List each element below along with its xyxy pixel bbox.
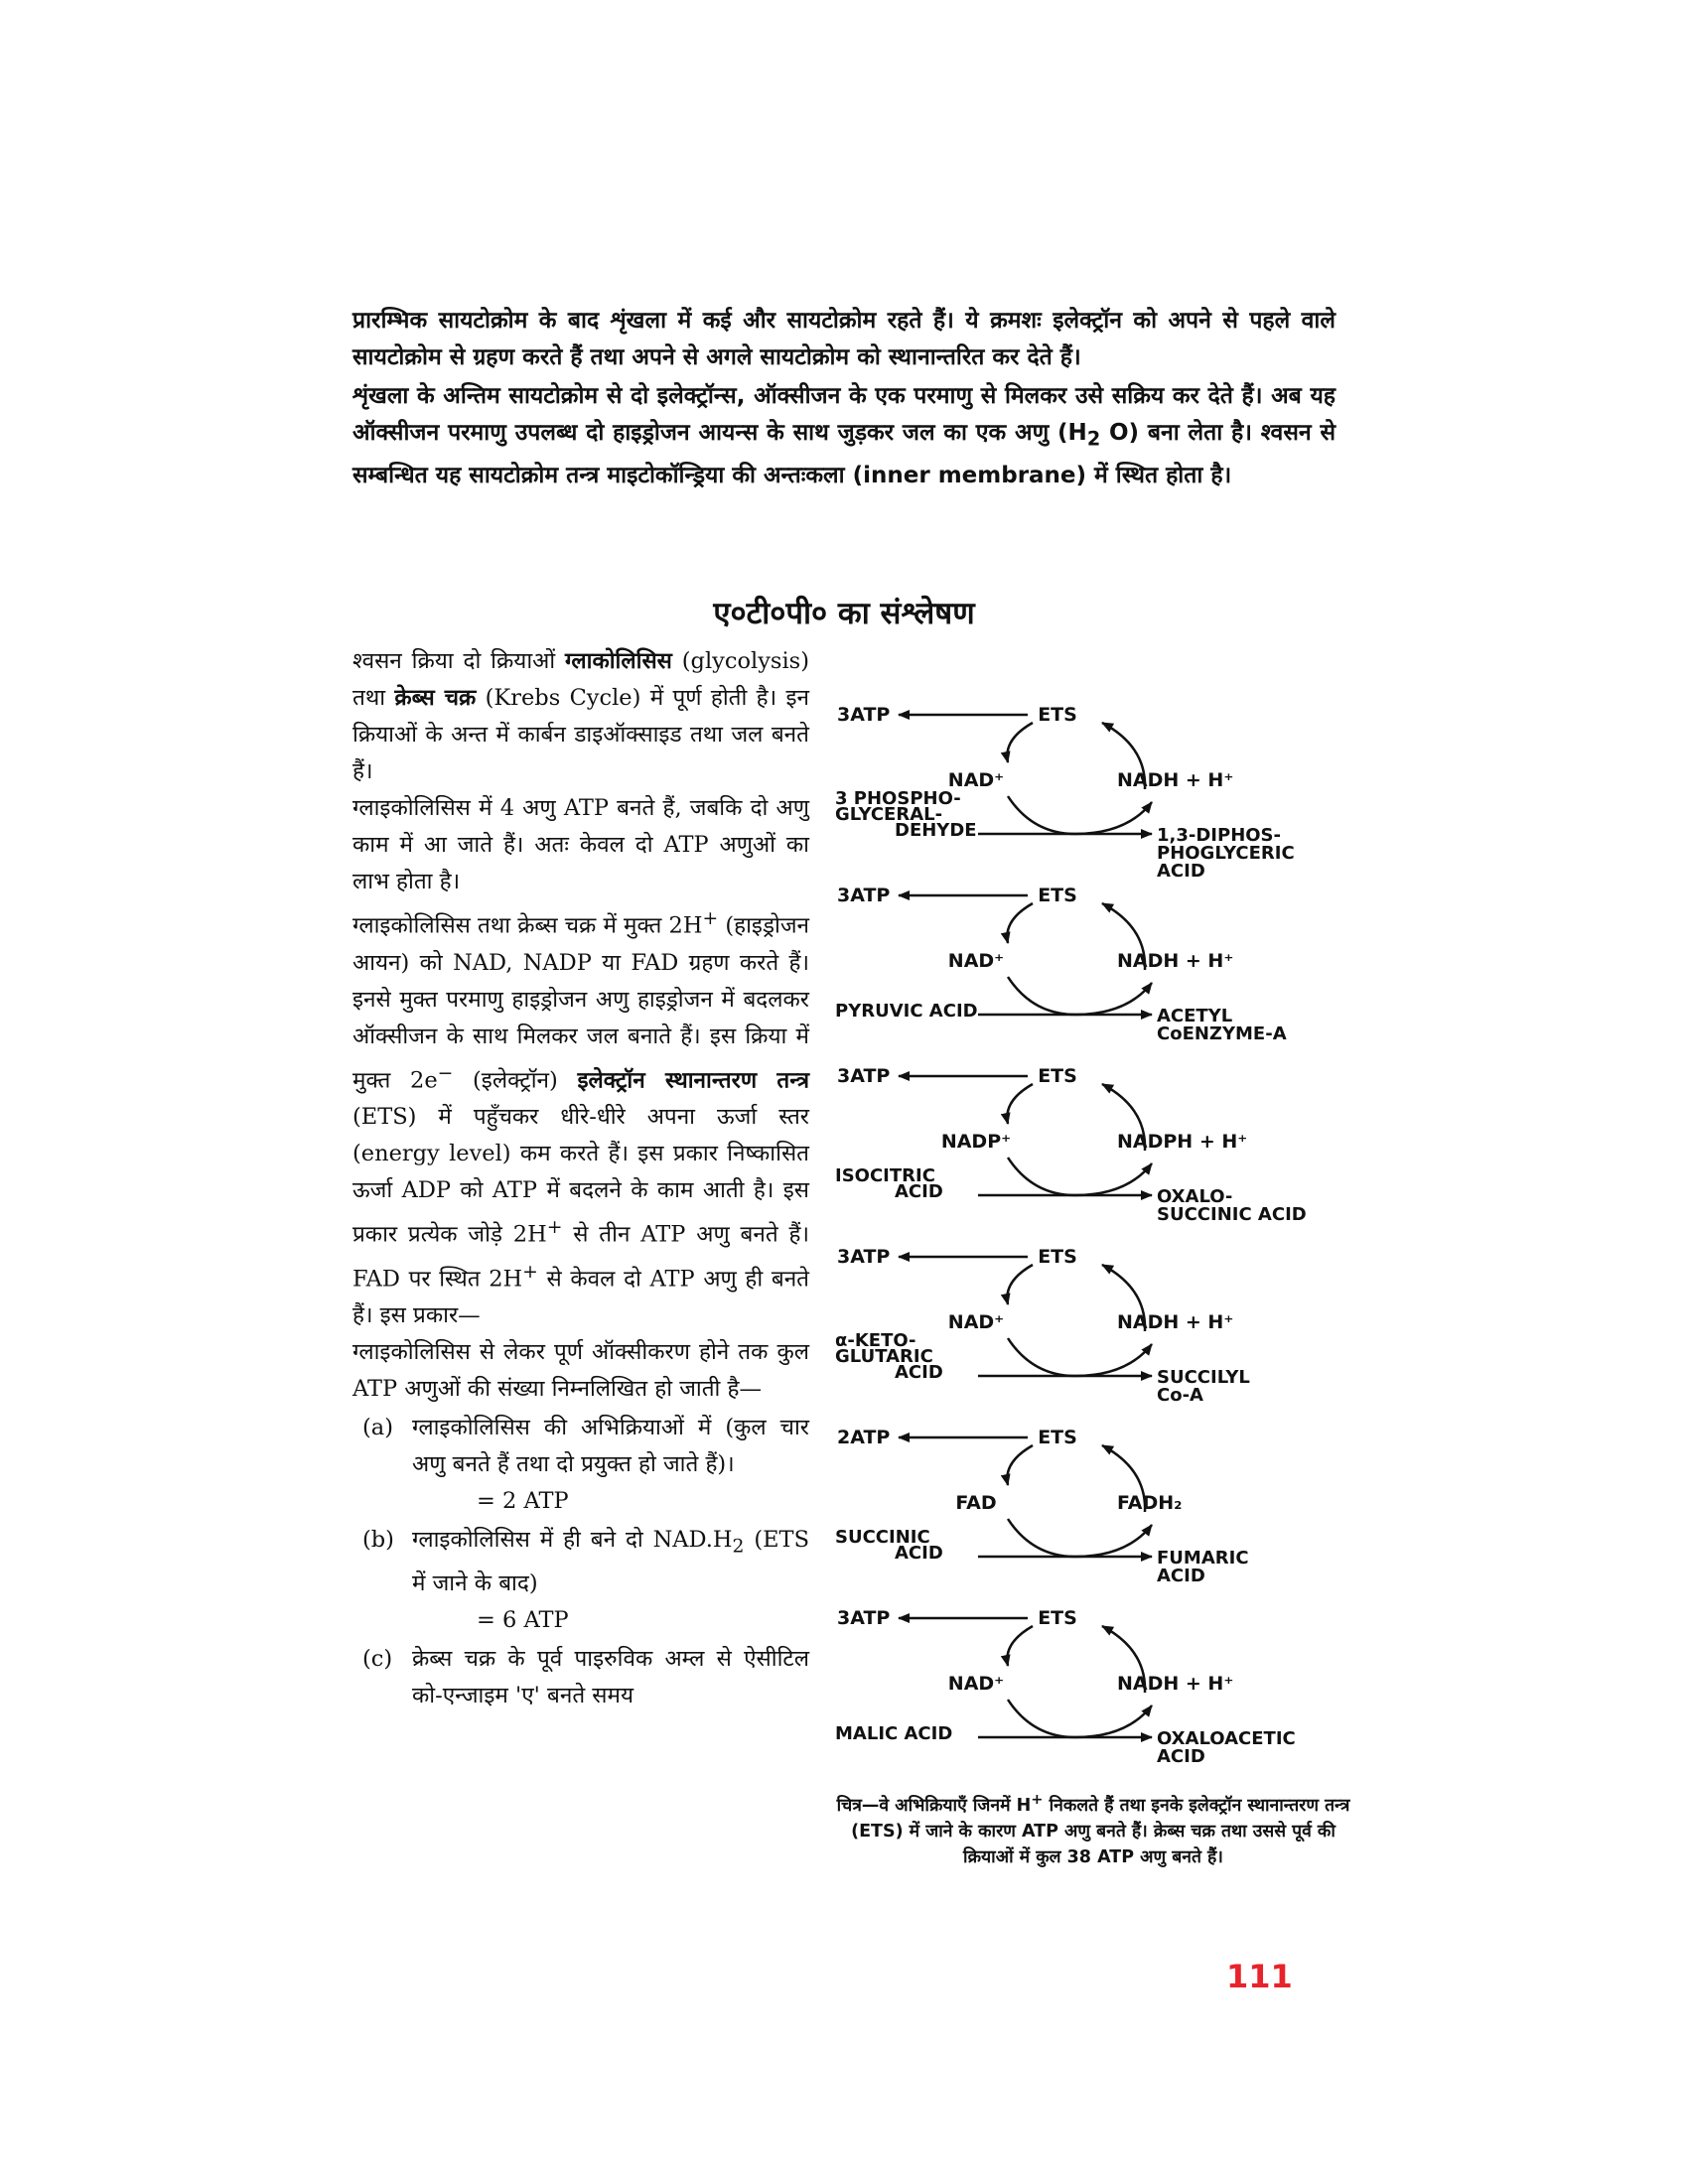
substrate-label: ACID (895, 1181, 943, 1202)
product-label: SUCCINIC ACID (1157, 1204, 1307, 1225)
atp-label: 2ATP (837, 1427, 891, 1448)
ets-to-coenzyme-arc (1007, 1265, 1033, 1304)
caption-text: निकलते हैं तथा इनके इलेक्ट्रॉन स्थानान्तरण तन्त्र (ETS) में जाने के कारण ATP अणु बनते हैं। क्रेब्स चक्र तथा उससे पूर्व की क्रियाओं में कुल 38 ATP अणु बनते हैं। (851, 1795, 1350, 1867)
substrate-label: GLYCERAL- (835, 804, 943, 825)
list-item-a (352, 1410, 809, 1483)
atp-label: 3ATP (837, 1065, 891, 1087)
substrate-label: ISOCITRIC (835, 1165, 935, 1186)
substrate-label: SUCCINIC (835, 1527, 930, 1548)
atp-label: 3ATP (837, 885, 891, 906)
atp-label: 3ATP (837, 704, 891, 726)
reduced-coenzyme-label: NADH + H⁺ (1117, 1311, 1234, 1333)
substrate-label: DEHYDE (895, 820, 977, 841)
substrate-label: GLUTARIC (835, 1346, 933, 1367)
ets-to-coenzyme-arc (1007, 723, 1033, 762)
text-span: (हाइड्रोजन आयन) को NAD, NADP या FAD ग्रहण करते हैं। इनसे मुक्त परमाणु हाइड्रोजन अणु हाइड्रोजन में बदलकर ऑक्सीजन के साथ मिलकर जल बनाते हैं। इस क्रिया में मुक्त 2e (352, 912, 810, 1093)
reduced-coenzyme-label: NADH + H⁺ (1117, 769, 1234, 791)
product-label: PHOGLYCERIC (1157, 843, 1295, 864)
ets-to-coenzyme-arc (1007, 1626, 1033, 1666)
text-span: ग्लाइकोलिसिस में ही बने दो NAD.H (412, 1527, 733, 1553)
coenzyme-label: NAD⁺ (947, 1673, 1005, 1695)
intro-p2-part-a: शृंखला के अन्तिम सायटोक्रोम से दो इलेक्ट्रॉन्स, ऑक्सीजन के एक परमाणु से मिलकर उसे सक्रिय कर देते हैं। अब यह ऑक्सीजन परमाणु उपलब्ध दो हाइड्रोजन आयन्स के साथ जुड़कर जल का एक अणु (352, 383, 1336, 446)
substrate-label: PYRUVIC ACID (835, 1001, 978, 1022)
product-label: ACID (1157, 861, 1205, 882)
page-number: 111 (1226, 1958, 1293, 1995)
list-label: (c) (362, 1645, 393, 1672)
coenzyme-label: NAD⁺ (947, 1311, 1005, 1333)
term-ets: इलेक्ट्रॉन स्थानान्तरण तन्त्र (577, 1067, 809, 1093)
text-span: (ETS) में पहुँचकर धीरे-धीरे अपना ऊर्जा स्तर (energy level) कम करते हैं। इस प्रकार निष्कासित ऊर्जा ADP को ATP में बदलने के काम आती है। इस प्रकार प्रत्येक जोड़े 2H (352, 1104, 809, 1248)
list-text: ग्लाइकोलिसिस की अभिक्रियाओं में (कुल चार अणु बनते हैं तथा दो प्रयुक्त हो जाते हैं)। (412, 1415, 809, 1477)
ets-label: ETS (1038, 1607, 1077, 1629)
substrate-label: MALIC ACID (835, 1723, 953, 1744)
section-heading: ए०टी०पी० का संश्लेषण (713, 596, 975, 631)
ets-label: ETS (1038, 704, 1077, 726)
ets-label: ETS (1038, 1427, 1077, 1448)
coenzyme-label: NAD⁺ (947, 769, 1005, 791)
reduced-coenzyme-label: NADPH + H⁺ (1117, 1131, 1248, 1153)
ets-to-coenzyme-arc (1007, 1445, 1033, 1485)
intro-paragraphs (352, 303, 1336, 496)
text-span: से केवल दो ATP अणु ही बनते हैं। इस प्रकार— (352, 1266, 810, 1328)
coenzyme-to-reduced-arc (1008, 1338, 1152, 1376)
superscript: + (1031, 1791, 1044, 1808)
product-label: Co-A (1157, 1385, 1203, 1406)
text-span: ग्लाइकोलिसिस तथा क्रेब्स चक्र में मुक्त 2H (352, 912, 703, 939)
ets-label: ETS (1038, 1246, 1077, 1268)
left-paragraph-2: ग्लाइकोलिसिस में 4 अणु ATP बनते हैं, जबकि दो अणु काम में आ जाते हैं। अतः केवल दो ATP अणुओं का लाभ होता है। (352, 795, 809, 894)
product-label: FUMARIC (1157, 1548, 1249, 1569)
ets-label: ETS (1038, 1065, 1077, 1087)
coenzyme-to-reduced-arc (1008, 1519, 1152, 1557)
ets-to-coenzyme-arc (1007, 903, 1033, 943)
term-krebs: क्रेब्स चक्र (394, 685, 477, 711)
substrate-label: ACID (895, 1543, 943, 1564)
coenzyme-label: NAD⁺ (947, 950, 1005, 972)
text-span: (Krebs Cycle) में पूर्ण होती है। इन क्रियाओं के अन्त में कार्बन डाइऑक्साइड तथा जल बनते हैं। (352, 685, 810, 784)
equation-a: = 2 ATP (477, 1488, 569, 1514)
intro-p2-part-b: O) बना लेता है। श्वसन से सम्बन्धित यह सायटोक्रोम तन्त्र माइटोकॉन्ड्रिया की अन्तःकला (inner membrane) में स्थित होता है। (352, 420, 1336, 488)
product-label: ACID (1157, 1746, 1205, 1767)
list-text (412, 1522, 809, 1602)
atp-label: 3ATP (837, 1607, 891, 1629)
substrate-label: 3 PHOSPHO- (835, 788, 961, 809)
ets-to-coenzyme-arc (1007, 1084, 1033, 1124)
text-span: (glycolysis) तथा (352, 648, 809, 711)
ets-label: ETS (1038, 885, 1077, 906)
text-span: (ETS में जाने के बाद) (412, 1527, 809, 1596)
product-label: OXALOACETIC (1157, 1728, 1296, 1749)
product-label: OXALO- (1157, 1186, 1233, 1207)
coenzyme-label: NADP⁺ (940, 1131, 1012, 1153)
atp-label: 3ATP (837, 1246, 891, 1268)
list-label: (b) (362, 1527, 394, 1553)
product-label: ACID (1157, 1566, 1205, 1586)
ets-reactions-diagram (829, 685, 1345, 1777)
coenzyme-to-reduced-arc (1008, 796, 1152, 834)
caption-text: चित्र—वे अभिक्रियाएँ जिनमें H (836, 1795, 1032, 1816)
intro-paragraph-2 (352, 378, 1336, 494)
coenzyme-to-reduced-arc (1008, 1158, 1152, 1195)
reduced-coenzyme-label: FADH₂ (1117, 1492, 1183, 1514)
text-span: श्वसन क्रिया दो क्रियाओं (352, 648, 566, 674)
subscript: 2 (732, 1536, 745, 1558)
superscript: + (702, 908, 719, 929)
list-text: क्रेब्स चक्र के पूर्व पाइरुविक अम्ल से ऐसीटिल को-एन्जाइम 'ए' बनते समय (412, 1645, 809, 1708)
text-span: से तीन ATP अणु बनते हैं। FAD पर स्थित 2H (352, 1221, 809, 1292)
product-label: ACETYL (1157, 1006, 1233, 1026)
product-label: CoENZYME-A (1157, 1024, 1287, 1044)
superscript: − (437, 1062, 454, 1084)
list-item-c (352, 1641, 809, 1714)
reduced-coenzyme-label: NADH + H⁺ (1117, 1673, 1234, 1695)
list-item-b (352, 1522, 809, 1602)
product-label: 1,3-DIPHOS- (1157, 825, 1281, 846)
superscript: + (546, 1217, 563, 1238)
coenzyme-to-reduced-arc (1008, 1700, 1152, 1737)
left-paragraph-4: ग्लाइकोलिसिस से लेकर पूर्ण ऑक्सीकरण होने तक कुल ATP अणुओं की संख्या निम्नलिखित हो जाती है— (352, 1339, 809, 1402)
figure-caption (836, 1787, 1350, 1870)
left-paragraph-1 (352, 643, 809, 790)
left-paragraph-3 (352, 900, 809, 1334)
term-glycolysis: ग्लाकोलिसिस (565, 648, 672, 674)
intro-p2-h2o-h: (H (1057, 420, 1087, 446)
intro-p2-h2o-sub: 2 (1086, 427, 1101, 451)
substrate-label: α-KETO- (835, 1330, 916, 1351)
product-label: SUCCILYL (1157, 1367, 1250, 1388)
substrate-label: ACID (895, 1362, 943, 1383)
list-label: (a) (362, 1415, 393, 1440)
equation-b: = 6 ATP (477, 1606, 569, 1633)
coenzyme-label: FAD (955, 1492, 997, 1514)
left-column (352, 643, 809, 1714)
superscript: + (522, 1261, 538, 1283)
reduced-coenzyme-label: NADH + H⁺ (1117, 950, 1234, 972)
coenzyme-to-reduced-arc (1008, 977, 1152, 1015)
text-span: (इलेक्ट्रॉन) (453, 1067, 578, 1093)
intro-paragraph-1: प्रारम्भिक सायटोक्रोम के बाद शृंखला में कई और सायटोक्रोम रहते हैं। ये क्रमशः इलेक्ट्रॉन को अपने से पहले वाले सायटोक्रोम से ग्रहण करते हैं तथा अपने से अगले सायटोक्रोम को स्थानान्तरित कर देते हैं। (352, 308, 1336, 370)
